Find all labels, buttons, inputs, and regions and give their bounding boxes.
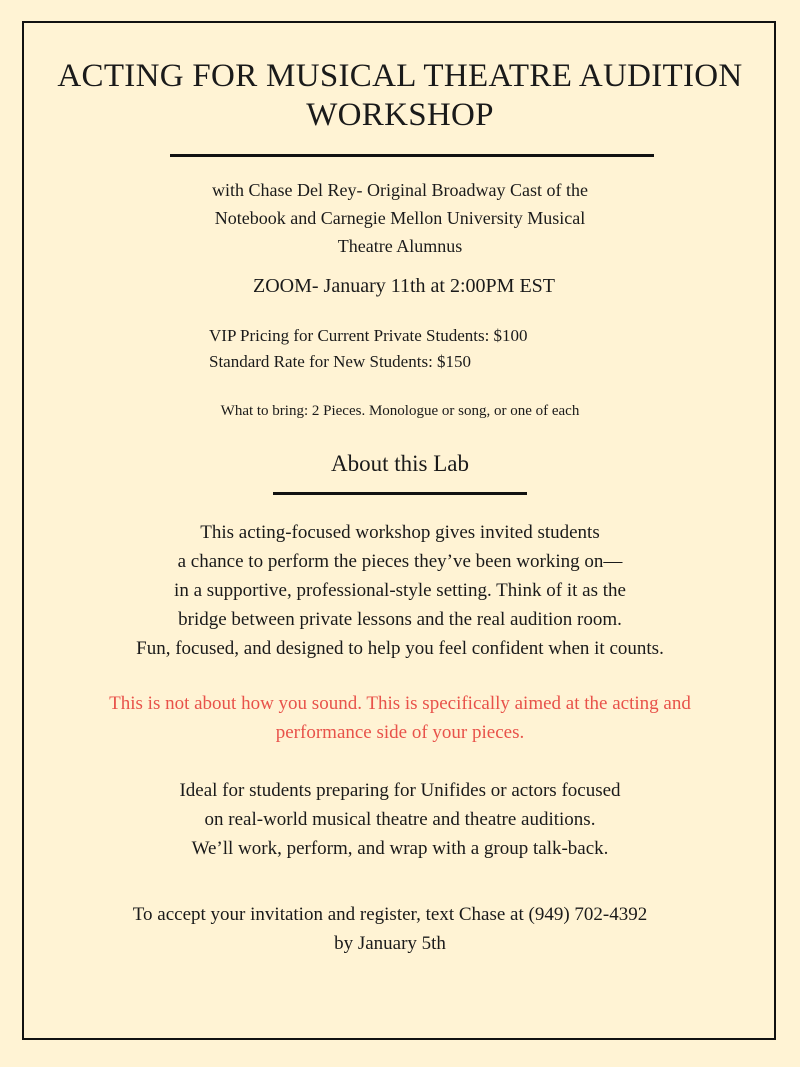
registration-info	[0, 900, 780, 958]
event-date: ZOOM- January 11th at 2:00PM EST	[252, 275, 555, 297]
about-heading: About this Lab	[331, 451, 469, 476]
description-line: bridge between private lessons and the real audition room.	[178, 609, 622, 630]
ideal-for-line: on real-world musical theatre and theatre auditions.	[204, 809, 596, 830]
note-line: performance side of your pieces.	[275, 722, 525, 743]
instructor-info-line: Notebook and Carnegie Mellon University Musical	[214, 208, 586, 228]
ideal-for-line: Ideal for students preparing for Unifides or actors focused	[179, 780, 621, 801]
what-to-bring: What to bring: 2 Pieces. Monologue or song, or one of each	[220, 403, 580, 419]
workshop-description	[60, 518, 740, 663]
page-title	[0, 57, 800, 135]
registration-line: To accept your invitation and register, text Chase at (949) 702-4392	[132, 904, 648, 925]
instructor-info-line: Theatre Alumnus	[337, 236, 463, 256]
page-title-line: ACTING FOR MUSICAL THEATRE AUDITION	[57, 58, 743, 94]
description-line: in a supportive, professional-style setting. Think of it as the	[174, 580, 626, 601]
registration-line: by January 5th	[334, 933, 446, 954]
standard-price: Standard Rate for New Students: $150	[209, 352, 472, 371]
description-line: This acting-focused workshop gives invited students	[200, 522, 600, 543]
about-divider	[273, 492, 527, 495]
ideal-for-line: We’ll work, perform, and wrap with a group talk-back.	[191, 838, 609, 859]
description-line: Fun, focused, and designed to help you feel confident when it counts.	[136, 638, 664, 659]
vip-price: VIP Pricing for Current Private Students: $100	[209, 326, 528, 345]
title-divider	[170, 154, 654, 157]
instructor-info	[150, 176, 650, 260]
ideal-for-info	[60, 776, 740, 863]
description-line: a chance to perform the pieces they’ve been working on—	[177, 551, 623, 572]
note-line: This is not about how you sound. This is specifically aimed at the acting and	[109, 693, 691, 714]
instructor-info-line: with Chase Del Rey- Original Broadway Cast of the	[212, 180, 588, 200]
page-title-line: WORKSHOP	[306, 97, 494, 133]
pricing-info	[209, 323, 528, 375]
acting-focus-note	[40, 689, 760, 747]
